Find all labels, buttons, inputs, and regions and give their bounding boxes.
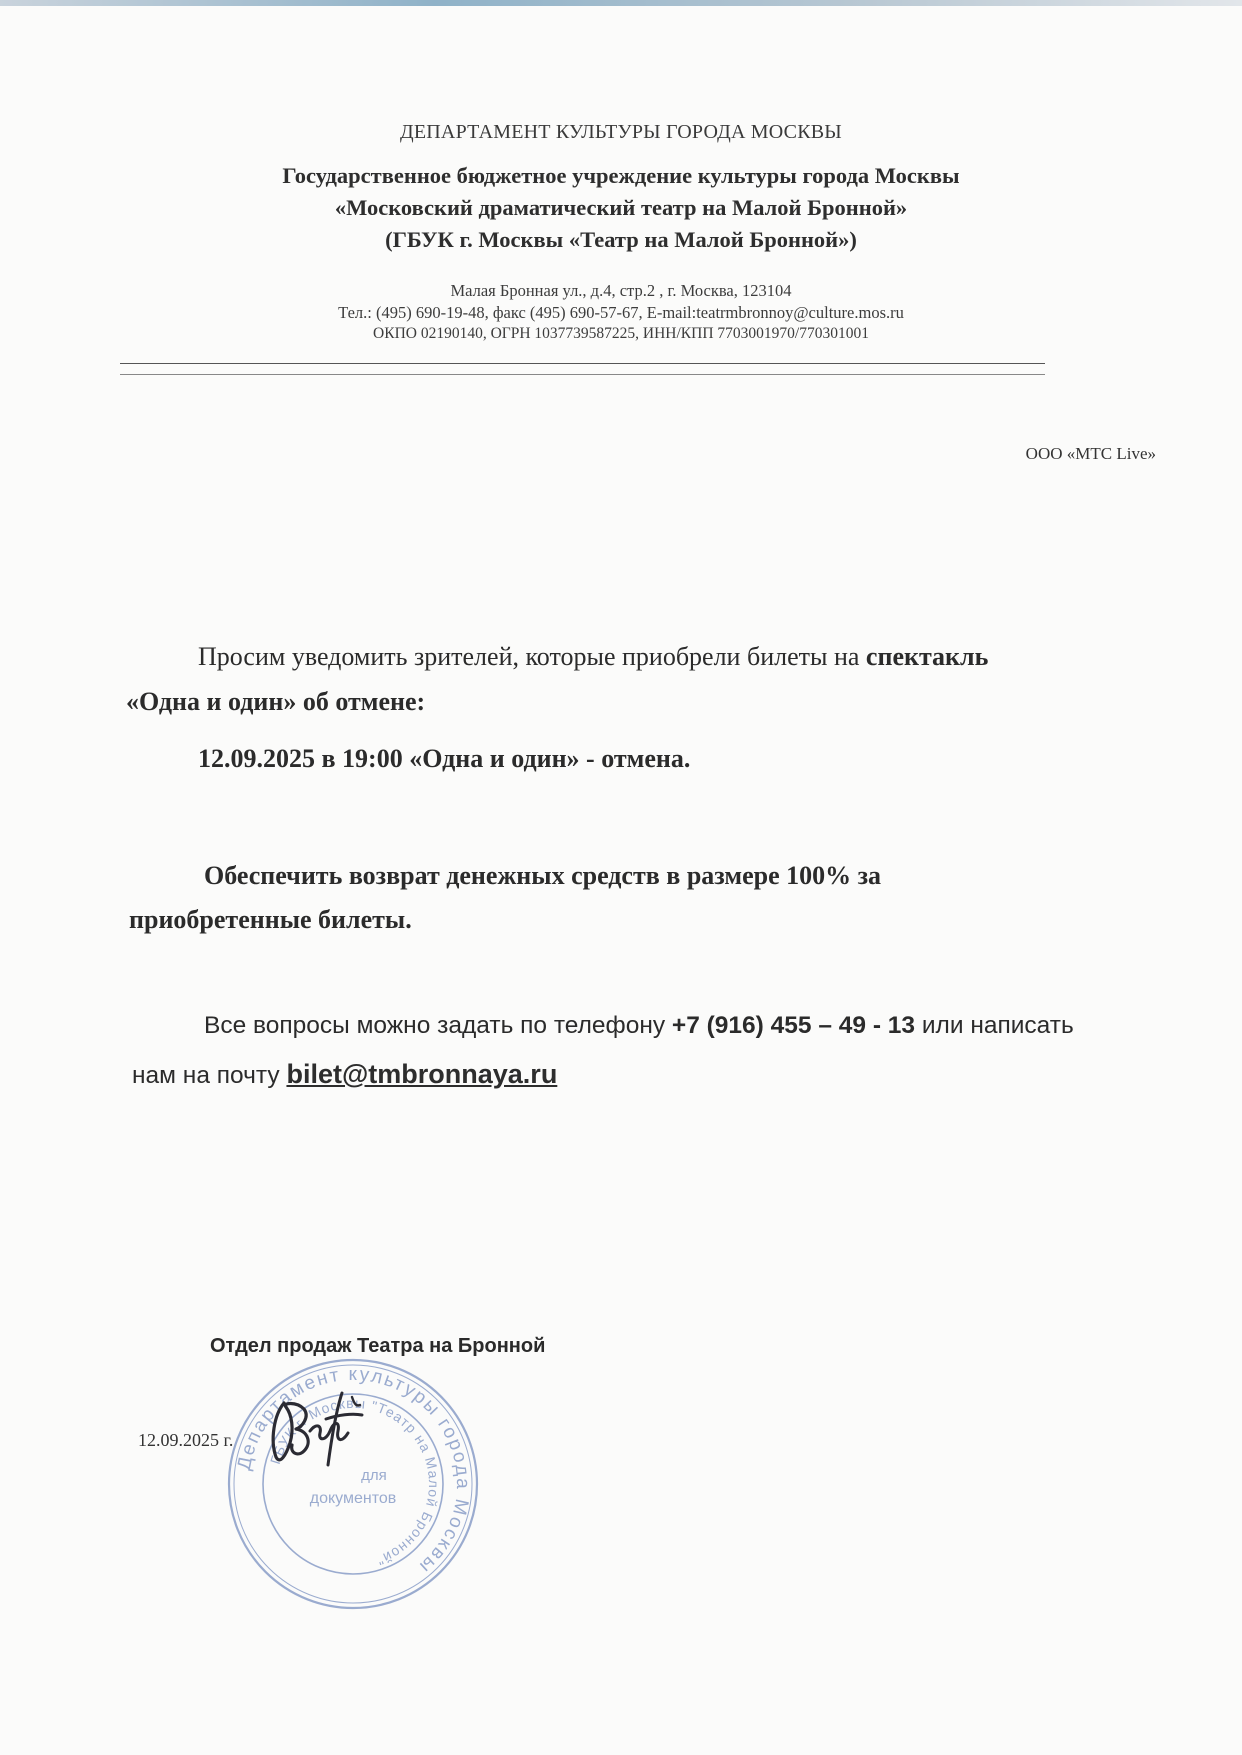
stamp-center-line2: документов (309, 1490, 397, 1507)
notify-bold-word: спектакль (865, 642, 989, 671)
registry-line: ОКПО 02190140, ОГРН 1037739587225, ИНН/КПП 7703001970/770301001 (373, 325, 869, 342)
stamp-outer-text: Департамент культуры города Москвы (233, 1363, 474, 1578)
paragraph-notify-line1 (198, 642, 988, 672)
notify-text: Просим уведомить зрителей, которые приобрели билеты на (198, 642, 866, 671)
contact-text: Все вопросы можно задать по телефону (204, 1012, 672, 1039)
paragraph-notify-line2: «Одна и один» об отмене: (126, 687, 426, 716)
contact-email-label: нам на почту (132, 1062, 287, 1089)
contact-line2 (132, 1059, 557, 1090)
sales-department-signature-label: Отдел продаж Театра на Бронной (210, 1335, 546, 1357)
header-rule-top (120, 363, 1045, 364)
stamp-inner-text: ГБУК г. Москвы "Театр на Малой Бронной" (266, 1394, 443, 1569)
refund-line1: Обеспечить возврат денежных средств в размере 100% за (204, 861, 882, 890)
contact-email-link[interactable]: bilet@tmbronnaya.ru (286, 1059, 558, 1089)
contact-line1 (204, 1012, 1074, 1040)
organization-name-line3: (ГБУК г. Москвы «Театр на Малой Бронной») (385, 227, 857, 252)
contact-phone: +7 (916) 455 – 49 - 13 (671, 1012, 916, 1039)
refund-line2: приобретенные билеты. (129, 905, 412, 934)
address-line: Малая Бронная ул., д.4, стр.2 , г. Москва, 123104 (450, 281, 792, 300)
stamp-center-line1: для (361, 1467, 387, 1484)
department-name: ДЕПАРТАМЕНТ КУЛЬТУРЫ ГОРОДА МОСКВЫ (400, 121, 842, 143)
organization-name-line1: Государственное бюджетное учреждение культуры города Москвы (282, 163, 960, 188)
contact-text-after: или написать (915, 1012, 1074, 1039)
header-rule-bottom (120, 374, 1045, 375)
cancellation-notice: 12.09.2025 в 19:00 «Одна и один» - отмена. (198, 744, 691, 773)
scan-edge (0, 0, 1242, 6)
organization-name-line2: «Московский драматический театр на Малой Бронной» (334, 195, 908, 220)
contacts-line: Тел.: (495) 690-19-48, факс (495) 690-57-67, E-mail:teatrmbronnoy@culture.mos.ru (338, 303, 904, 322)
recipient: ООО «МТС Live» (1025, 444, 1156, 463)
handwritten-signature (256, 1385, 368, 1475)
document-date: 12.09.2025 г. (138, 1430, 234, 1450)
